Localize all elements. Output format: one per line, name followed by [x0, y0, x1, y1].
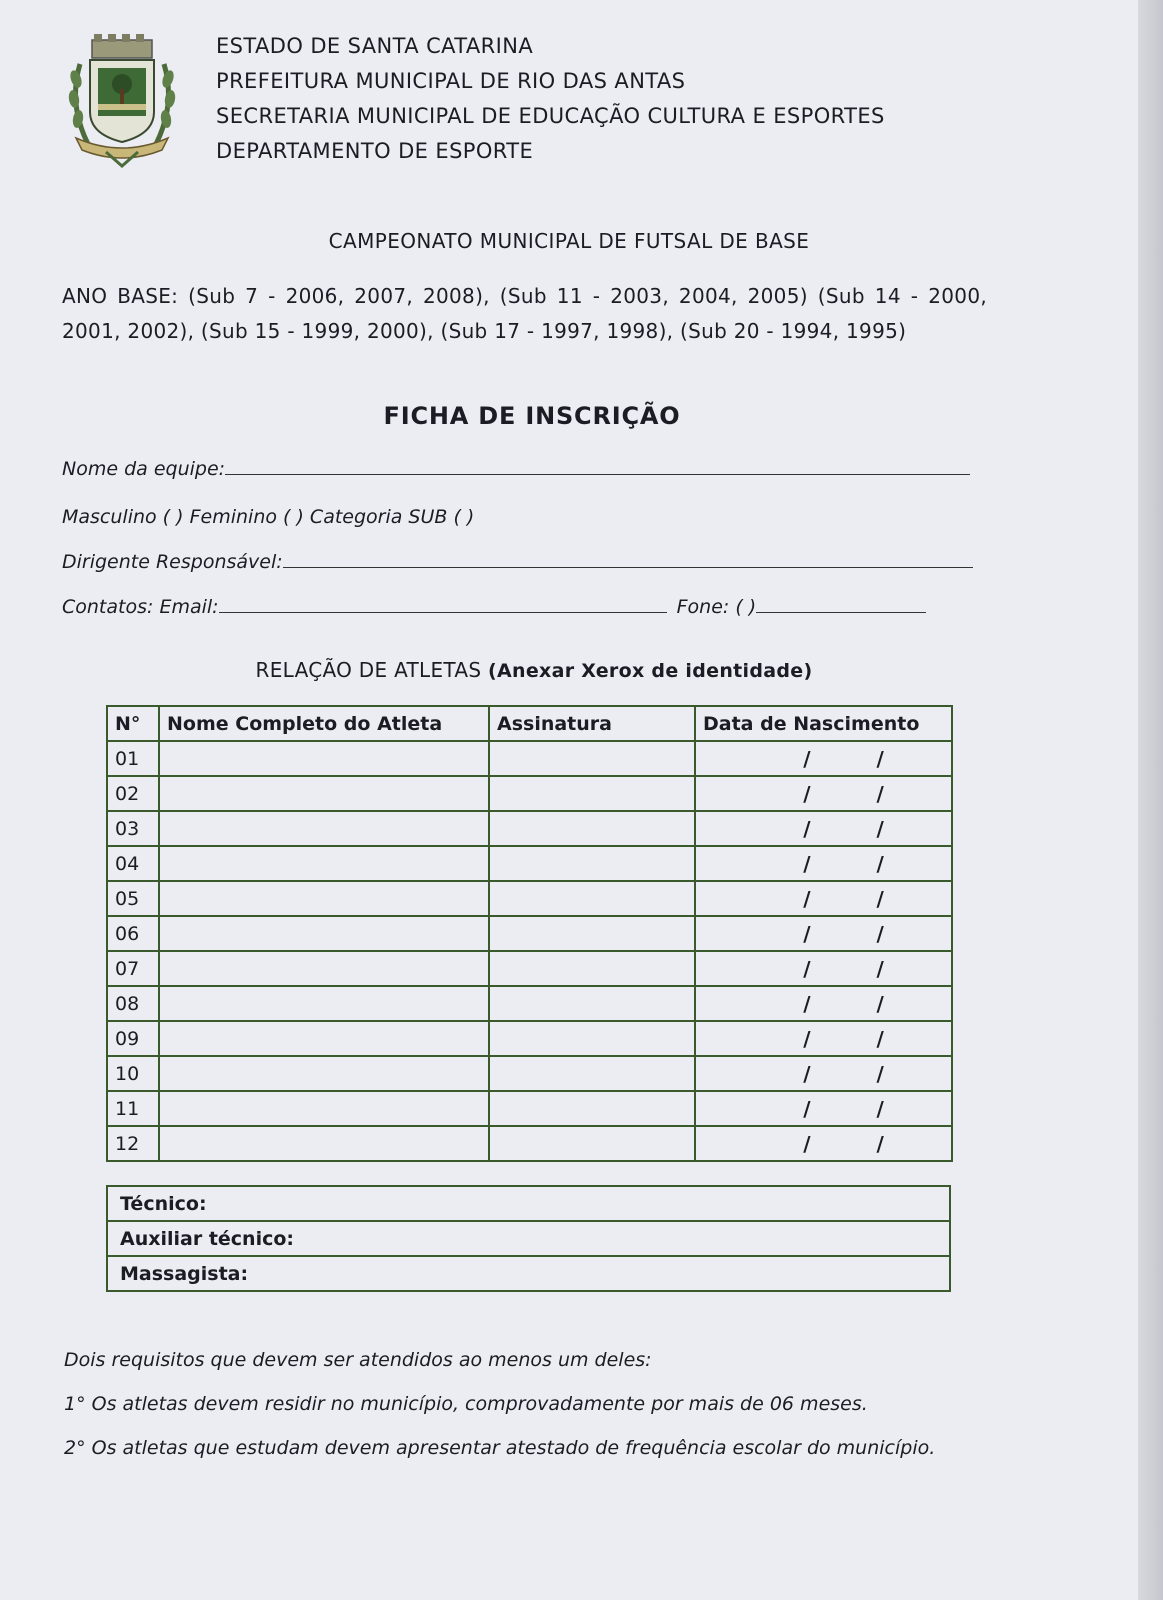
athlete-birthdate-cell[interactable]	[695, 741, 952, 776]
date-separator: /	[803, 956, 811, 981]
athlete-number: 11	[107, 1091, 159, 1126]
date-separator: /	[803, 746, 811, 771]
athlete-number: 12	[107, 1126, 159, 1161]
date-separator: /	[876, 851, 884, 876]
athletes-title: RELAÇÃO DE ATLETAS	[255, 658, 482, 682]
athlete-signature-cell[interactable]	[489, 881, 695, 916]
date-separator: /	[803, 921, 811, 946]
athlete-number: 10	[107, 1056, 159, 1091]
athlete-number: 08	[107, 986, 159, 1021]
email-label: Contatos: Email:	[62, 596, 219, 618]
athletes-title-wrap	[0, 658, 1068, 682]
athlete-signature-cell[interactable]	[489, 916, 695, 951]
athlete-signature-cell[interactable]	[489, 846, 695, 881]
athlete-name-cell[interactable]	[159, 1056, 489, 1091]
ano-base-text: ANO BASE: (Sub 7 - 2006, 2007, 2008), (Sub 11 - 2003, 2004, 2005) (Sub 14 - 2000, 2001, 2002), (Sub 15 - 1999, 2000), (Sub 17 - 1997, 1998), (Sub 20 - 1994, 1995)	[62, 284, 987, 343]
team-name-field[interactable]	[62, 458, 970, 480]
requirements-intro: Dois requisitos que devem ser atendidos ao menos um deles:	[64, 1349, 652, 1371]
athlete-signature-cell[interactable]	[489, 986, 695, 1021]
phone-line[interactable]	[756, 596, 926, 613]
date-separators	[696, 1062, 951, 1086]
date-separator: /	[803, 1061, 811, 1086]
date-separator: /	[876, 921, 884, 946]
athlete-birthdate-cell[interactable]	[695, 1091, 952, 1126]
form-title: FICHA DE INSCRIÇÃO	[383, 402, 681, 430]
col-header-name: Nome Completo do Atleta	[159, 706, 489, 741]
athlete-signature-cell[interactable]	[489, 1091, 695, 1126]
athlete-name-cell[interactable]	[159, 846, 489, 881]
table-row	[107, 1126, 952, 1161]
staff-label-auxiliar: Auxiliar técnico:	[107, 1221, 950, 1256]
athlete-birthdate-cell[interactable]	[695, 951, 952, 986]
athlete-birthdate-cell[interactable]	[695, 1021, 952, 1056]
team-name-label: Nome da equipe:	[62, 458, 226, 480]
date-separator: /	[876, 746, 884, 771]
date-separator: /	[803, 816, 811, 841]
athletes-table-header	[107, 706, 952, 741]
date-separator: /	[876, 886, 884, 911]
date-separators	[696, 957, 951, 981]
date-separators	[696, 887, 951, 911]
date-separators	[696, 1097, 951, 1121]
athlete-signature-cell[interactable]	[489, 1126, 695, 1161]
date-separators	[696, 747, 951, 771]
date-separators	[696, 1027, 951, 1051]
athlete-signature-cell[interactable]	[489, 776, 695, 811]
table-row	[107, 811, 952, 846]
athletes-subtitle: (Anexar Xerox de identidade)	[488, 660, 813, 682]
athlete-name-cell[interactable]	[159, 1091, 489, 1126]
athlete-name-cell[interactable]	[159, 811, 489, 846]
staff-label-tecnico: Técnico:	[107, 1186, 950, 1221]
date-separator: /	[876, 781, 884, 806]
table-row	[107, 1021, 952, 1056]
date-separator: /	[803, 851, 811, 876]
athlete-number: 05	[107, 881, 159, 916]
athlete-name-cell[interactable]	[159, 776, 489, 811]
athlete-number: 03	[107, 811, 159, 846]
athlete-number: 06	[107, 916, 159, 951]
table-row	[107, 1056, 952, 1091]
manager-field[interactable]	[62, 551, 973, 573]
athlete-number: 09	[107, 1021, 159, 1056]
date-separator: /	[876, 1131, 884, 1156]
date-separators	[696, 1132, 951, 1156]
date-separator: /	[876, 1096, 884, 1121]
manager-label: Dirigente Responsável:	[62, 551, 283, 573]
staff-row[interactable]	[107, 1256, 950, 1291]
athlete-birthdate-cell[interactable]	[695, 846, 952, 881]
email-line[interactable]	[219, 596, 667, 613]
staff-row[interactable]	[107, 1186, 950, 1221]
athlete-number: 01	[107, 741, 159, 776]
table-row	[107, 986, 952, 1021]
athlete-birthdate-cell[interactable]	[695, 881, 952, 916]
date-separators	[696, 992, 951, 1016]
staff-row[interactable]	[107, 1221, 950, 1256]
athletes-table	[106, 705, 953, 1162]
athlete-name-cell[interactable]	[159, 881, 489, 916]
athlete-signature-cell[interactable]	[489, 951, 695, 986]
athlete-signature-cell[interactable]	[489, 811, 695, 846]
date-separator: /	[803, 886, 811, 911]
date-separator: /	[876, 1026, 884, 1051]
athlete-birthdate-cell[interactable]	[695, 1056, 952, 1091]
col-header-birthdate: Data de Nascimento	[695, 706, 952, 741]
date-separators	[696, 782, 951, 806]
athlete-name-cell[interactable]	[159, 1126, 489, 1161]
athlete-birthdate-cell[interactable]	[695, 811, 952, 846]
manager-line[interactable]	[283, 551, 973, 568]
athlete-number: 02	[107, 776, 159, 811]
athlete-number: 04	[107, 846, 159, 881]
header-line-state: ESTADO DE SANTA CATARINA	[216, 34, 534, 58]
team-name-line[interactable]	[225, 458, 970, 475]
table-row	[107, 846, 952, 881]
scan-edge	[1138, 0, 1163, 1600]
date-separator: /	[803, 1131, 811, 1156]
date-separators	[696, 852, 951, 876]
athlete-name-cell[interactable]	[159, 916, 489, 951]
date-separator: /	[876, 1061, 884, 1086]
contacts-field[interactable]	[62, 596, 926, 618]
table-row	[107, 916, 952, 951]
date-separator: /	[803, 991, 811, 1016]
championship-title: CAMPEONATO MUNICIPAL DE FUTSAL DE BASE	[328, 229, 810, 253]
table-row	[107, 881, 952, 916]
athlete-birthdate-cell[interactable]	[695, 986, 952, 1021]
col-header-number: N°	[107, 706, 159, 741]
date-separator: /	[876, 816, 884, 841]
coat-of-arms-icon	[66, 34, 178, 168]
requirement-1: 1° Os atletas devem residir no município, comprovadamente por mais de 06 meses.	[64, 1393, 868, 1415]
athlete-birthdate-cell[interactable]	[695, 1126, 952, 1161]
phone-label: Fone: ( )	[676, 596, 757, 618]
table-row	[107, 951, 952, 986]
athlete-number: 07	[107, 951, 159, 986]
date-separators	[696, 817, 951, 841]
athlete-birthdate-cell[interactable]	[695, 776, 952, 811]
athlete-signature-cell[interactable]	[489, 741, 695, 776]
col-header-signature: Assinatura	[489, 706, 695, 741]
institution-header	[216, 33, 885, 173]
athlete-signature-cell[interactable]	[489, 1021, 695, 1056]
date-separator: /	[803, 1026, 811, 1051]
header-line-secretariat: SECRETARIA MUNICIPAL DE EDUCAÇÃO CULTURA E ESPORTES	[216, 104, 885, 128]
athlete-name-cell[interactable]	[159, 986, 489, 1021]
requirement-2: 2° Os atletas que estudam devem apresentar atestado de frequência escolar do município.	[64, 1437, 936, 1459]
athlete-name-cell[interactable]	[159, 1021, 489, 1056]
athlete-name-cell[interactable]	[159, 951, 489, 986]
header-line-department: DEPARTAMENTO DE ESPORTE	[216, 139, 534, 163]
gender-category-label: Masculino ( ) Feminino ( ) Categoria SUB ( )	[62, 506, 475, 528]
athlete-name-cell[interactable]	[159, 741, 489, 776]
date-separator: /	[876, 956, 884, 981]
date-separators	[696, 922, 951, 946]
athlete-birthdate-cell[interactable]	[695, 916, 952, 951]
staff-table	[106, 1185, 951, 1292]
table-row	[107, 776, 952, 811]
athlete-signature-cell[interactable]	[489, 1056, 695, 1091]
table-row	[107, 741, 952, 776]
requirements-notes	[64, 1345, 935, 1477]
date-separator: /	[803, 1096, 811, 1121]
staff-label-massagista: Massagista:	[107, 1256, 950, 1291]
header-line-prefecture: PREFEITURA MUNICIPAL DE RIO DAS ANTAS	[216, 69, 686, 93]
date-separator: /	[803, 781, 811, 806]
table-row	[107, 1091, 952, 1126]
date-separator: /	[876, 991, 884, 1016]
gender-category-field[interactable]	[62, 506, 474, 528]
